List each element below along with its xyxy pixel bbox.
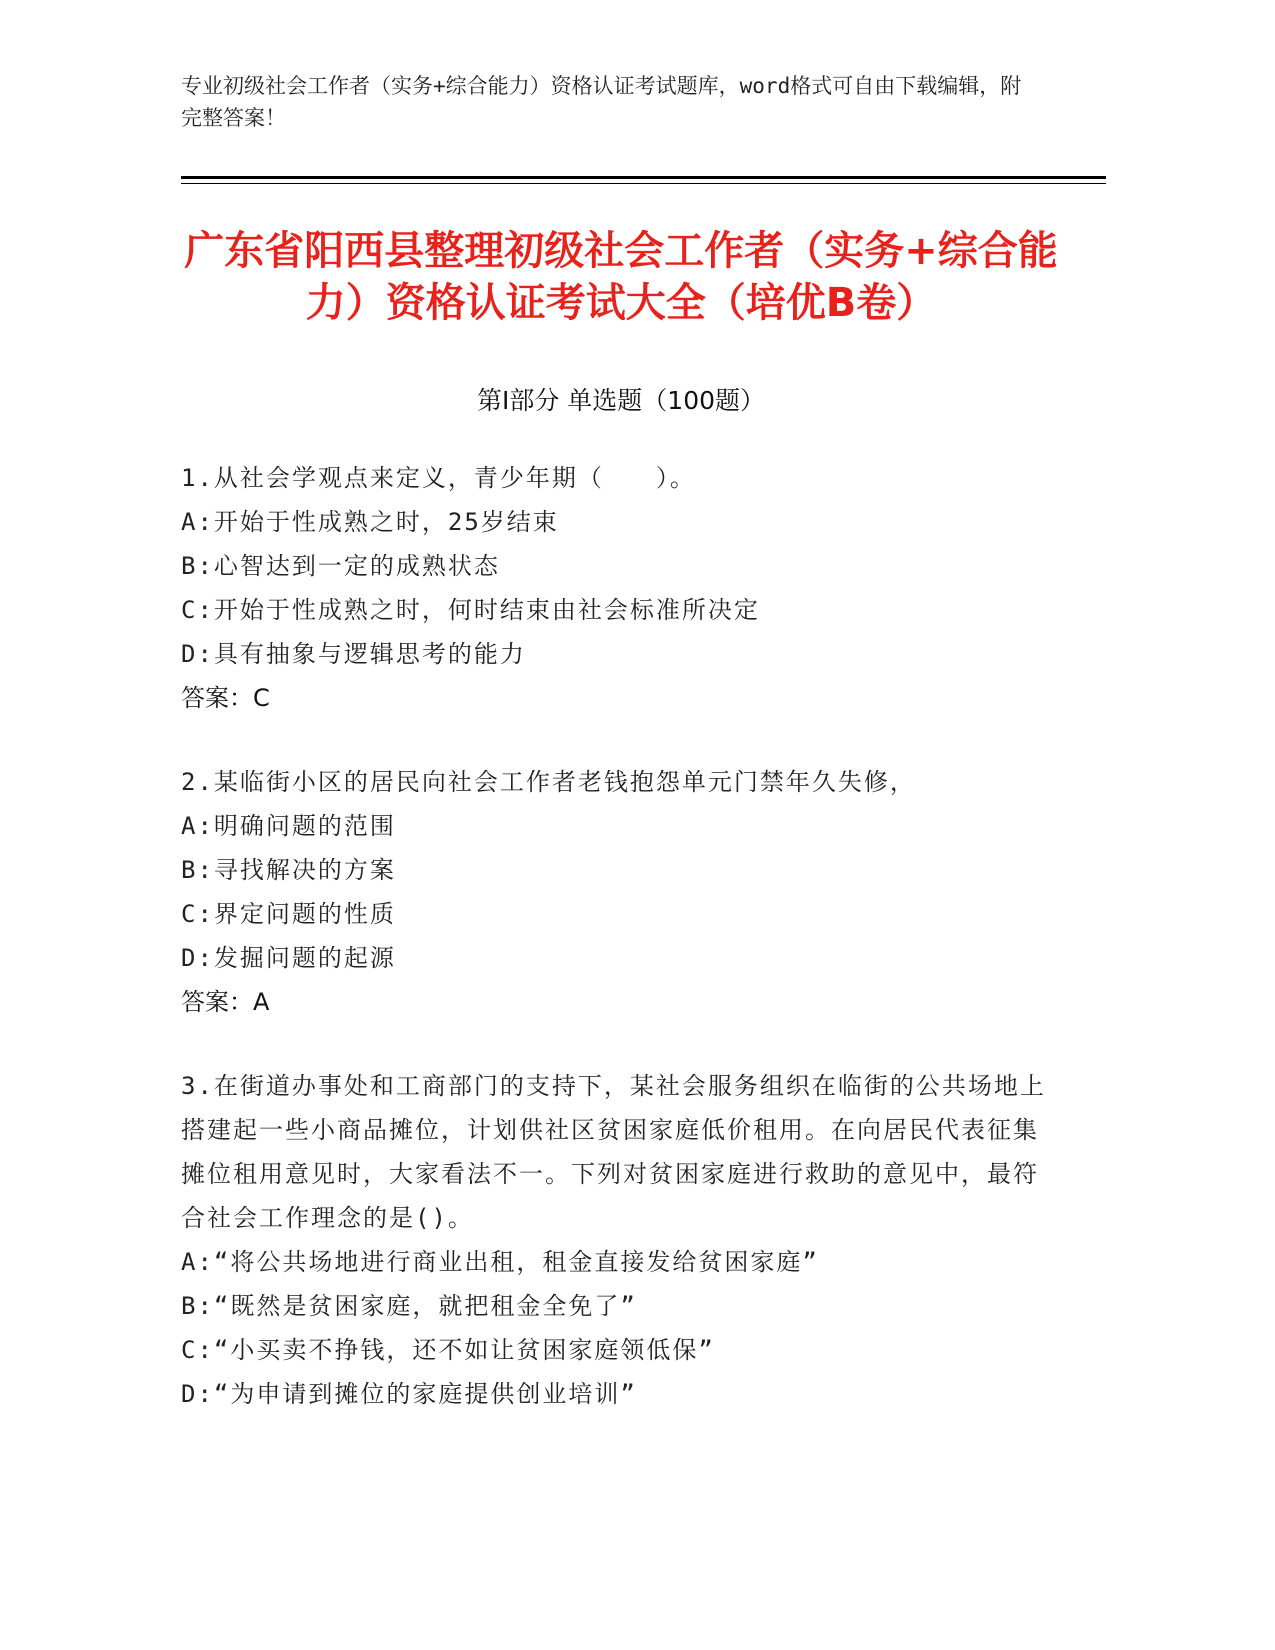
option-a: A:“将公共场地进行商业出租，租金直接发给贫困家庭” bbox=[181, 1248, 819, 1276]
option-c: C:开始于性成熟之时，何时结束由社会标准所决定 bbox=[181, 596, 760, 624]
option-c: C:界定问题的性质 bbox=[181, 900, 396, 928]
option-b: B:心智达到一定的成熟状态 bbox=[181, 552, 500, 580]
document-title: 广东省阳西县整理初级社会工作者（实务+综合能力）资格认证考试大全（培优B卷） bbox=[184, 228, 1058, 326]
option-d: D:具有抽象与逻辑思考的能力 bbox=[181, 640, 526, 668]
option-a: A:开始于性成熟之时，25岁结束 bbox=[181, 508, 559, 536]
option-a: A:明确问题的范围 bbox=[181, 812, 396, 840]
answer-line: 答案：A bbox=[181, 988, 270, 1016]
answer-line: 答案：C bbox=[181, 684, 270, 712]
question-stem: 1.从社会学观点来定义，青少年期（ ）。 bbox=[181, 464, 696, 492]
question-stem: 2.某临街小区的居民向社会工作者老钱抱怨单元门禁年久失修， bbox=[181, 768, 916, 796]
question-3 bbox=[181, 1064, 1061, 1416]
header-note: 专业初级社会工作者（实务+综合能力）资格认证考试题库，word格式可自由下载编辑，附完整答案！ bbox=[181, 74, 1022, 130]
question-list bbox=[181, 456, 1061, 1456]
question-1 bbox=[181, 456, 1061, 720]
header-rule-thin bbox=[181, 183, 1106, 184]
option-d: D:“为申请到摊位的家庭提供创业培训” bbox=[181, 1380, 637, 1408]
option-b: B:寻找解决的方案 bbox=[181, 856, 396, 884]
question-stem: 3.在街道办事处和工商部门的支持下，某社会服务组织在临街的公共场地上搭建起一些小商品摊位，计划供社区贫困家庭低价租用。在向居民代表征集摊位租用意见时，大家看法不一。下列对贫困家庭进行救助的意见中，最符合社会工作理念的是()。 bbox=[181, 1072, 1046, 1232]
option-b: B:“既然是贫困家庭，就把租金全免了” bbox=[181, 1292, 637, 1320]
option-d: D:发掘问题的起源 bbox=[181, 944, 396, 972]
option-c: C:“小买卖不挣钱，还不如让贫困家庭领低保” bbox=[181, 1336, 715, 1364]
header-rule-thick bbox=[181, 176, 1106, 179]
question-2 bbox=[181, 760, 1061, 1024]
section-title: 第Ⅰ部分 单选题（100题） bbox=[476, 386, 766, 415]
